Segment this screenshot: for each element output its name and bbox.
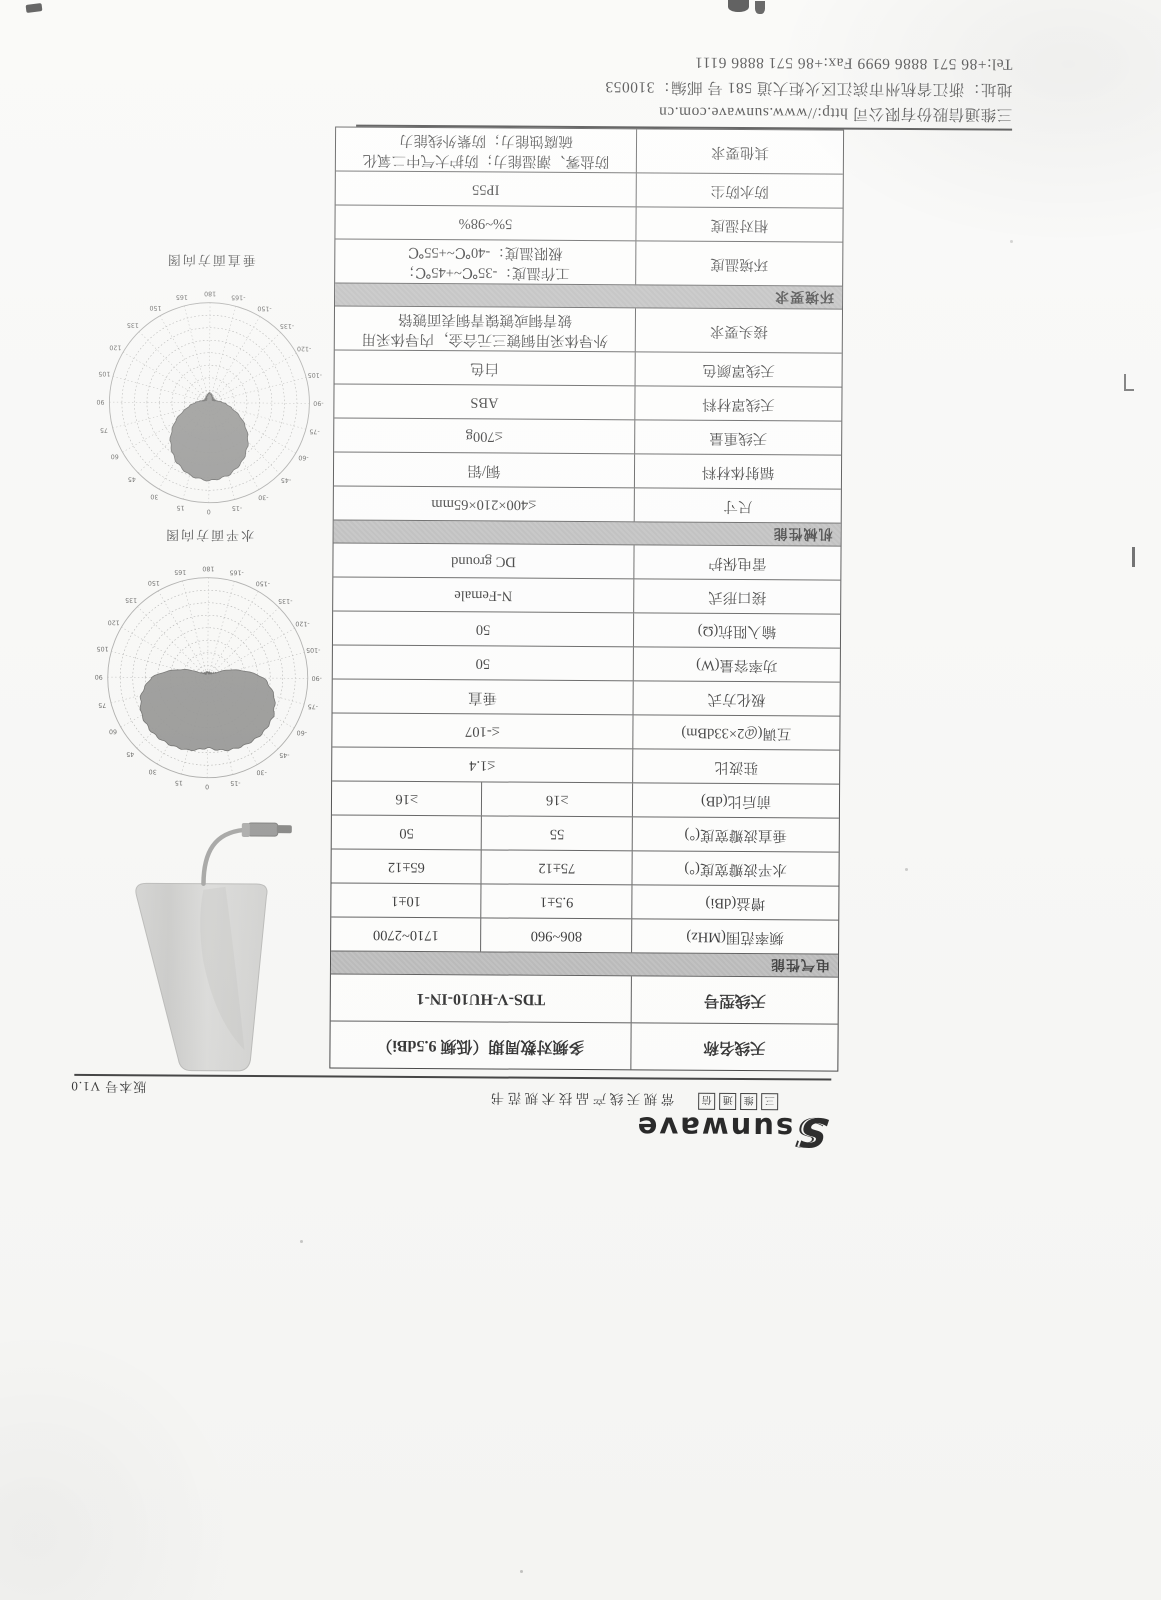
angle-tick-label: 150 <box>149 303 162 312</box>
angle-tick-label: 105 <box>96 644 109 652</box>
spec-label: 频率范围(MHz) <box>686 928 784 946</box>
horizontal-pattern-chart <box>85 552 332 803</box>
sunwave-logo <box>328 1080 832 1155</box>
table-row <box>333 543 840 580</box>
spec-label: 环境温度 <box>710 255 769 273</box>
angle-tick-label: 30 <box>150 492 159 500</box>
angle-tick-label: -15 <box>230 779 241 787</box>
table-row <box>331 849 838 886</box>
spec-value: IP55 <box>336 171 637 206</box>
table-row <box>332 781 839 818</box>
angle-tick-label: 165 <box>175 293 188 301</box>
angle-tick-label: 60 <box>108 727 118 735</box>
spec-label: 雷电保护 <box>708 555 767 572</box>
angle-tick-label: -75 <box>309 427 320 435</box>
spec-value: 65±12 <box>331 849 482 883</box>
spec-label: 驻波比 <box>714 759 759 776</box>
angle-tick-label: -90 <box>311 674 322 682</box>
angle-tick-label: 75 <box>98 701 107 709</box>
angle-tick-label: 150 <box>147 578 160 587</box>
spec-label: 天线罩材料 <box>702 396 775 413</box>
footer-phone-line: Tel:+86 571 8886 6999 Fax:+86 571 8886 6111 <box>694 54 1013 74</box>
radiation-lobe <box>140 669 276 751</box>
spec-value: TDS-V-HU10-IN-1 <box>331 974 632 1022</box>
angle-tick-label: -120 <box>296 344 312 352</box>
angle-tick-label: 135 <box>126 321 139 329</box>
company-char-box: 三 <box>761 1093 778 1110</box>
table-row <box>332 815 839 852</box>
spec-value: 白色 <box>335 350 636 385</box>
spec-value: 垂直 <box>333 679 634 714</box>
spec-label: 输入阻抗(Ω) <box>697 622 777 640</box>
spec-value: 9.5±1 <box>482 884 633 918</box>
spec-value: ABS <box>334 384 635 419</box>
spec-value: 外导体采用铜镀三元合金，内导体采用 铍青铜或镀镍青铜表面镀铬 <box>335 306 636 351</box>
angle-tick-label: -60 <box>298 453 309 461</box>
table-row <box>331 974 838 1024</box>
angle-tick-label: -165 <box>231 293 246 301</box>
angle-tick-label: 135 <box>125 596 138 604</box>
angle-tick-label: 45 <box>127 475 136 483</box>
spec-label: 前后比(dB) <box>700 793 772 810</box>
table-row <box>333 679 840 716</box>
spec-label: 辐射体材料 <box>701 464 775 481</box>
spec-value: ≤1.4 <box>332 747 633 782</box>
spec-label: 天线名称 <box>703 1039 766 1057</box>
table-row <box>334 418 841 455</box>
spec-value: ≤-107 <box>332 713 633 748</box>
angle-tick-label: -105 <box>306 646 321 654</box>
table-row <box>333 611 840 648</box>
connector-tip <box>277 825 292 833</box>
section-header-row: 电气性能 <box>331 951 838 977</box>
spec-label: 互调(@2×33dBm) <box>681 724 792 742</box>
antenna-photo-image <box>114 809 316 1080</box>
footer-company-line: 三维通信股份有限公司 http://www.sunwave.com.cn <box>658 103 1013 123</box>
angle-tick-label: 90 <box>94 673 103 681</box>
spec-label: 防水防尘 <box>710 182 769 200</box>
document-slogan: 常规天线产品技术规范书 <box>487 1090 675 1107</box>
angle-tick-label: 0 <box>205 782 210 790</box>
spec-label: 其他要求 <box>710 143 770 161</box>
angle-tick-label: -135 <box>278 597 293 605</box>
spec-label: 功率容量(W) <box>696 656 778 674</box>
spec-label: 相对湿度 <box>710 216 769 234</box>
spec-value: 50 <box>333 611 634 646</box>
feed-cable <box>203 830 243 884</box>
angle-tick-label: 180 <box>202 564 215 572</box>
company-char-box: 信 <box>698 1093 715 1110</box>
angle-tick-label: -120 <box>295 619 310 627</box>
section-header-row: 环境要求 <box>335 283 842 309</box>
angle-tick-label: -90 <box>313 399 324 407</box>
table-row <box>334 452 841 489</box>
sunwave-logo-icon: S <box>795 1108 832 1155</box>
angle-tick-label: 90 <box>96 398 105 406</box>
vertical-pattern-caption: 垂直面方向图 <box>165 252 256 269</box>
spec-label: 天线罩颜色 <box>702 362 775 379</box>
version-label: 版本号 V1.0 <box>70 1078 147 1095</box>
angle-tick-label: -30 <box>256 768 267 776</box>
angle-tick-label: 75 <box>99 426 108 434</box>
spec-value: ≤700g <box>334 418 635 453</box>
angle-tick-label: 0 <box>206 507 211 515</box>
angle-tick-label: 105 <box>98 369 111 377</box>
table-row <box>333 577 840 614</box>
company-name-boxes <box>694 1092 778 1111</box>
spec-value: ≥16 <box>332 781 483 815</box>
spec-label: 极化方式 <box>707 691 766 708</box>
angle-tick-label: 30 <box>148 767 157 775</box>
horizontal-pattern-caption: 水平面方向图 <box>164 527 255 544</box>
section-header-row: 机械性能 <box>334 520 841 546</box>
spec-value: 75±12 <box>482 850 633 884</box>
spec-value: 多频对数周期（低频 9.5dBi） <box>330 1021 631 1069</box>
table-row <box>335 350 842 387</box>
connector-ring <box>242 823 250 837</box>
angle-tick-label: -165 <box>229 568 244 576</box>
spec-label: 水平波瓣宽度(°) <box>684 860 787 878</box>
spec-value: 5%~98% <box>335 205 636 240</box>
angle-tick-label: -105 <box>307 371 323 379</box>
angle-tick-label: -135 <box>279 322 295 330</box>
table-row <box>335 205 842 242</box>
table-row <box>336 171 843 208</box>
spec-label: 天线型号 <box>703 992 766 1010</box>
angle-tick-label: -75 <box>307 702 319 710</box>
table-row <box>332 713 839 750</box>
angle-tick-label: -45 <box>279 751 290 759</box>
angle-tick-label: -15 <box>231 504 243 512</box>
radiation-lobe <box>170 392 249 481</box>
horizontal-pattern-figure <box>85 526 332 803</box>
angle-tick-label: -30 <box>258 493 269 501</box>
table-row <box>335 239 842 286</box>
table-row <box>334 486 841 523</box>
spec-value: 1710~2700 <box>331 917 482 951</box>
table-row <box>335 306 842 353</box>
footer-address-line: 地址：浙江省杭州市滨江区火炬大道 581 号 邮编：310053 <box>604 78 1013 98</box>
spec-value: 50 <box>333 645 634 680</box>
spec-value: 工作温度：-35℃~+45℃； 极限温度：-40℃~+55℃ <box>335 239 636 284</box>
angle-tick-label: -60 <box>296 728 307 736</box>
angle-tick-label: -45 <box>280 476 292 484</box>
table-row <box>332 747 839 784</box>
sunwave-wordmark: sunwave <box>635 1110 794 1146</box>
spec-value: ≤400×210×65mm <box>334 486 635 521</box>
spec-label: 垂直波瓣宽度(°) <box>684 826 788 844</box>
vertical-pattern-chart <box>87 277 334 528</box>
spec-label: 增益(dBi) <box>705 895 766 912</box>
company-char-box: 维 <box>740 1093 757 1110</box>
angle-tick-label: 15 <box>174 778 183 786</box>
spec-label: 接口形式 <box>708 589 767 606</box>
company-char-box: 通 <box>719 1093 736 1110</box>
vertical-pattern-figure <box>87 251 334 528</box>
spec-value: 50 <box>332 815 483 849</box>
angle-tick-label: 60 <box>110 452 119 460</box>
antenna-photo <box>114 804 316 1080</box>
table-row <box>334 384 841 421</box>
angle-tick-label: 15 <box>176 503 185 511</box>
spec-value: 铜/铝 <box>334 452 635 487</box>
table-row <box>336 127 843 174</box>
angle-tick-label: 165 <box>174 568 187 576</box>
spec-label: 接头要求 <box>709 323 768 340</box>
spec-value: N-Female <box>333 577 634 612</box>
angle-tick-label: -150 <box>257 304 272 312</box>
spec-value: 10±1 <box>331 883 482 917</box>
angle-tick-label: -150 <box>255 579 270 587</box>
table-row <box>331 883 838 920</box>
spec-label: 尺寸 <box>723 498 753 515</box>
table-row <box>330 1021 837 1070</box>
footer-contact-block <box>312 47 1012 131</box>
spec-value: 55 <box>482 816 633 850</box>
table-row <box>333 645 840 682</box>
angle-tick-label: 120 <box>107 618 120 626</box>
angle-tick-label: 45 <box>126 750 135 758</box>
spec-label: 天线重量 <box>709 430 768 447</box>
spec-value: ≥16 <box>482 782 633 816</box>
spec-value: 防盐雾、潮湿能力；防护大气中二氧化 硫腐蚀能力；防紫外线能力 <box>336 127 637 172</box>
spec-value: DC ground <box>333 543 634 578</box>
connector-body <box>248 823 278 836</box>
table-row <box>331 917 838 954</box>
angle-tick-label: 180 <box>204 289 217 297</box>
spec-table <box>329 126 844 1071</box>
angle-tick-label: 120 <box>109 343 122 351</box>
spec-value: 806~960 <box>482 918 633 952</box>
